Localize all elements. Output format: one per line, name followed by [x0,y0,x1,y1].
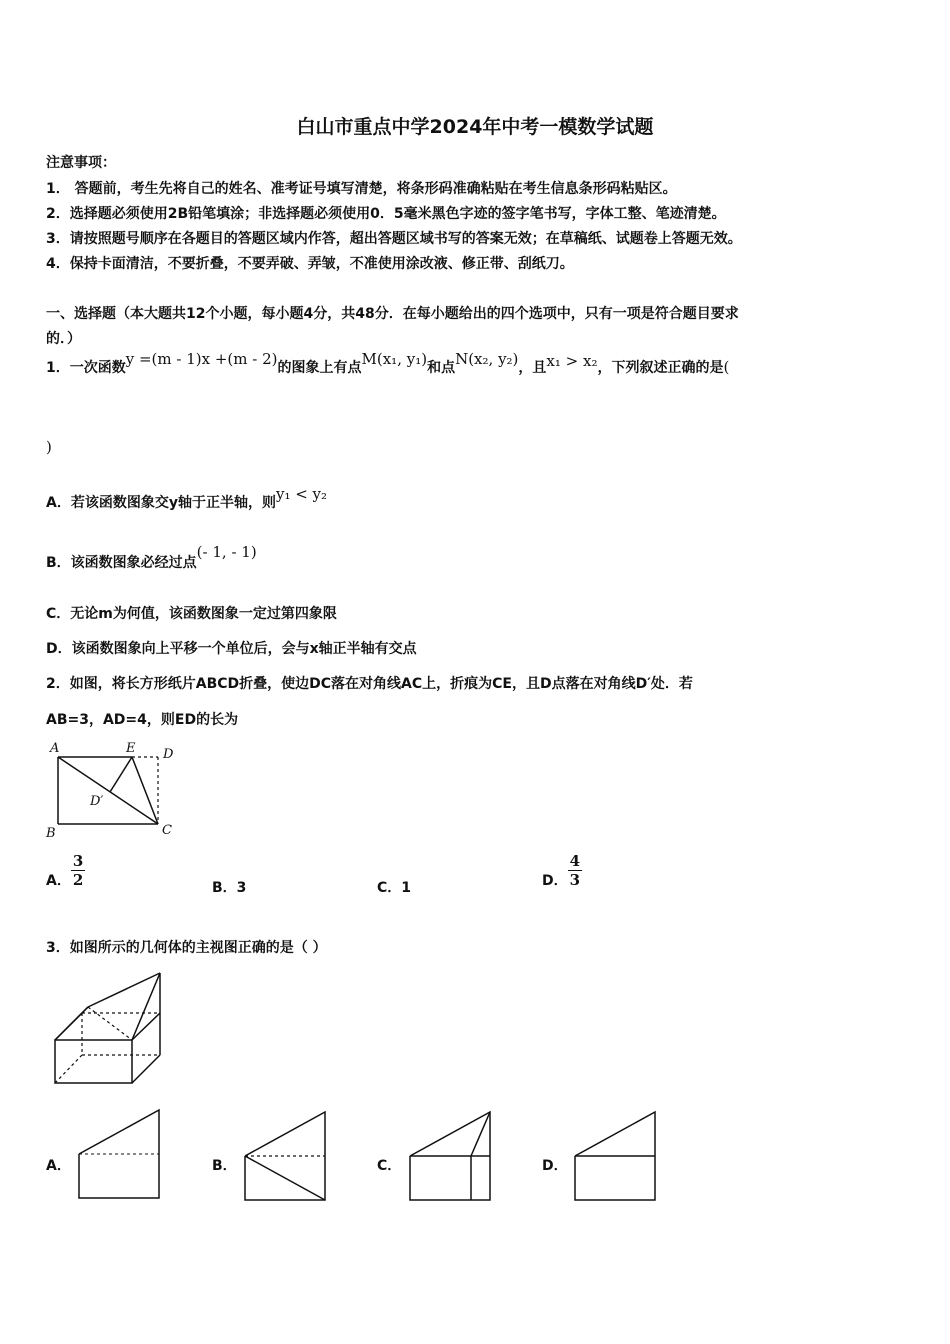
q1-option-a-text: A．若该函数图象交y轴于正半轴，则 [46,495,276,511]
question-2-stem: 2．如图，将长方形纸片ABCD折叠，使边DC落在对角线AC上，折痕为CE，且D点落在对角线D′处．若 [46,676,693,692]
q2-option-d [542,852,582,889]
denominator: 3 [569,871,581,889]
q1-point-m: M(x₁, y₁) [361,350,428,368]
notice-item: 3．请按照题号顺序在各题目的答题区域内作答，超出答题区域书写的答案无效；在草稿纸、试题卷上答题无效。 [46,231,742,247]
edge [55,1007,88,1040]
front-face [55,1040,132,1083]
label-b: B [46,826,56,841]
edge [132,1013,160,1040]
rectangle-fold-figure [40,738,190,843]
notice-item: 2．选择题必须使用2B铅笔填涂；非选择题必须使用0．5毫米黑色字迹的签字笔书写，字体工整、笔迹清楚。 [46,206,726,222]
label-c: C [162,823,172,838]
roof-edge [88,973,160,1007]
notice-item: 4．保持卡面清洁，不要折叠，不要弄破、弄皱，不准使用涂改液、修正带、刮纸刀。 [46,256,574,272]
q1-option-d: D．该函数图象向上平移一个单位后，会与x轴正半轴有交点 [46,641,417,657]
crease-ce [132,757,158,824]
q1-close-paren: ) [46,438,52,456]
diagonal-ac [58,757,158,824]
q3-option-d-label: D． [542,1158,568,1174]
question-1-stem [46,350,730,377]
q3-option-b-figure [240,1108,330,1206]
q1-point-n: N(x₂, y₂) [455,350,519,368]
label-e: E [126,741,136,756]
q2-option-b: B．3 [212,880,247,896]
label-d: D [163,747,174,762]
q2-option-d-label: D． [542,872,568,889]
q1-formula: y =(m - 1)x +(m - 2) [125,350,278,368]
q1-option-c: C．无论m为何值，该函数图象一定过第四象限 [46,606,337,622]
q1-option-a [46,485,328,512]
q1-mid1: 的图象上有点 [277,360,362,376]
section-heading-cont: 的．） [46,331,81,347]
fraction-three-halves [71,852,85,889]
numerator: 4 [569,852,581,870]
hidden-edge [55,1055,82,1083]
q2-option-a [46,852,85,889]
q1-condition: x₁ > x₂ [546,352,598,370]
denominator: 2 [72,871,84,889]
q1-mid2: 和点 [427,360,456,376]
numerator: 3 [72,852,84,870]
q3-option-a-label: A． [46,1158,71,1174]
q3-option-c-label: C． [377,1158,402,1174]
page-title: 白山市重点中学2024年中考一模数学试题 [296,116,654,138]
q1-mid3: ，且 [518,360,547,376]
question-3-stem: 3．如图所示的几何体的主视图正确的是（ ） [46,940,327,956]
q1-suffix: ，下列叙述正确的是 [597,360,724,376]
diagonal-line [245,1156,325,1200]
label-d-prime: D′ [90,794,104,809]
q3-option-d-figure [570,1108,660,1206]
q1-option-b [46,543,257,572]
q1-prefix: 1．一次函数 [46,360,126,376]
label-a: A [50,741,60,756]
segment-ed-prime [110,757,132,792]
section-heading: 一、选择题（本大题共12个小题，每小题4分，共48分．在每小题给出的四个选项中，只有一项是符合题目要求 [46,306,739,322]
geometric-solid-figure [50,965,170,1090]
q2-option-a-label: A． [46,872,71,889]
hidden-edge [88,1007,132,1040]
q3-option-a-figure [74,1106,164,1204]
edge [132,1055,160,1083]
slant-line [471,1112,490,1156]
question-2-stem-cont: AB=3，AD=4，则ED的长为 [46,712,239,728]
q3-option-c-figure [405,1108,495,1206]
q1-option-b-text: B．该函数图象必经过点 [46,555,197,571]
q1-open-paren: ( [723,358,730,376]
q3-option-b-label: B． [212,1158,237,1174]
notice-heading: 注意事项： [46,155,116,171]
q1-option-b-math: (- 1, - 1) [196,543,257,561]
q1-option-a-math: y₁ < y₂ [275,485,328,503]
roof-edge [132,973,160,1040]
fraction-four-thirds [568,852,582,889]
q2-option-c: C．1 [377,880,412,896]
notice-item: 1． 答题前，考生先将自己的姓名、准考证号填写清楚，将条形码准确粘贴在考生信息条形码粘贴区。 [46,181,677,197]
